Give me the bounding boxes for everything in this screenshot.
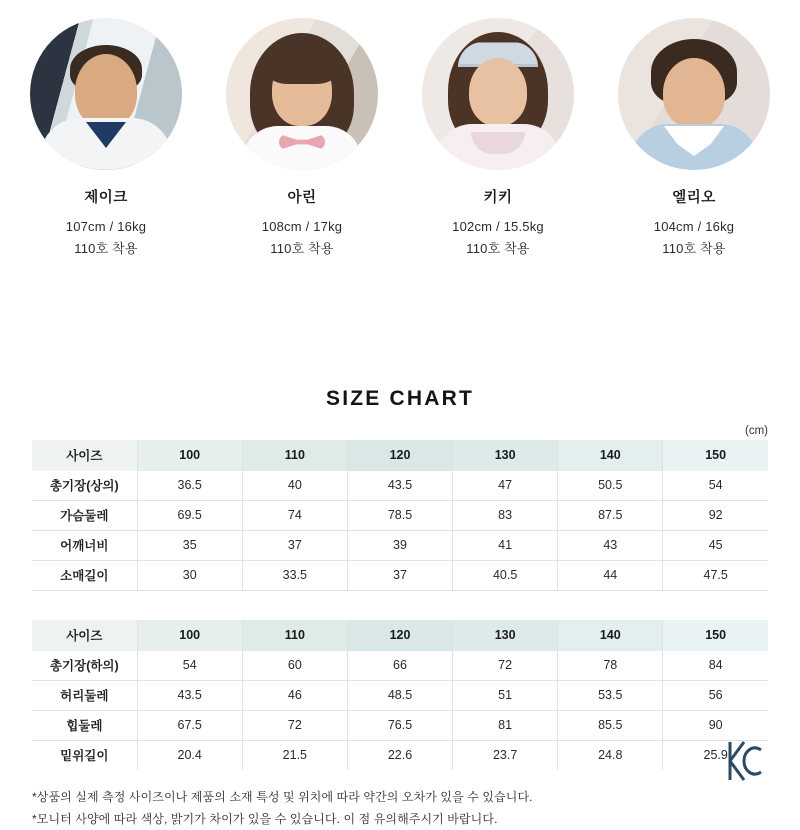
table-cell: 40.5	[453, 560, 558, 590]
unit-label: (cm)	[745, 424, 768, 437]
photo-background	[30, 18, 182, 170]
table-cell: 81	[453, 710, 558, 740]
header-cell-size: 100	[137, 440, 242, 471]
model-name: 아린	[287, 190, 317, 206]
model-photo-kiki	[422, 18, 574, 170]
table-cell: 37	[242, 530, 347, 560]
table-cell: 67.5	[137, 710, 242, 740]
table-cell: 47.5	[663, 560, 768, 590]
size-chart-tables	[0, 440, 800, 770]
table-cell: 85.5	[558, 710, 663, 740]
table-cell: 51	[453, 680, 558, 710]
table-cell: 90	[663, 710, 768, 740]
header-cell-size: 150	[663, 620, 768, 651]
photo-background	[422, 18, 574, 170]
header-cell-size: 130	[453, 620, 558, 651]
table-cell: 54	[663, 471, 768, 501]
row-label: 총기장(하의)	[32, 651, 137, 681]
table-cell: 44	[558, 560, 663, 590]
header-cell-size: 120	[347, 440, 452, 471]
row-label: 힙둘레	[32, 710, 137, 740]
model-size-worn: 110호 착용	[466, 241, 530, 257]
table-row	[32, 530, 768, 560]
model-card	[403, 18, 593, 261]
table-cell: 69.5	[137, 500, 242, 530]
spacer-cell	[32, 590, 768, 620]
header-cell-label: 사이즈	[32, 440, 137, 471]
header-cell-size: 110	[242, 440, 347, 471]
table-cell: 53.5	[558, 680, 663, 710]
kc-certification-icon	[724, 738, 764, 784]
table-cell: 21.5	[242, 740, 347, 770]
table-cell: 20.4	[137, 740, 242, 770]
table-cell: 47	[453, 471, 558, 501]
table-row	[32, 560, 768, 590]
table-row	[32, 680, 768, 710]
face-shape	[663, 58, 725, 128]
table-cell: 33.5	[242, 560, 347, 590]
row-label: 총기장(상의)	[32, 471, 137, 501]
table-cell: 46	[242, 680, 347, 710]
model-photo-arin	[226, 18, 378, 170]
footnote-color: *모니터 사양에 따라 색상, 밝기가 차이가 있을 수 있습니다. 이 점 유의해주시기 바랍니다.	[32, 811, 498, 826]
table-cell: 66	[347, 651, 452, 681]
row-label: 가슴둘레	[32, 500, 137, 530]
table-row	[32, 710, 768, 740]
table-header-row	[32, 440, 768, 471]
model-measurement: 104cm / 16kg	[653, 219, 735, 234]
table-cell: 37	[347, 560, 452, 590]
row-label: 어깨너비	[32, 530, 137, 560]
table-cell: 54	[137, 651, 242, 681]
model-measurement: 108cm / 17kg	[261, 219, 343, 234]
model-name: 제이크	[84, 190, 128, 206]
table-cell: 22.6	[347, 740, 452, 770]
model-measurement: 107cm / 16kg	[65, 219, 147, 234]
header-cell-size: 130	[453, 440, 558, 471]
model-size-worn: 110호 착용	[662, 241, 726, 257]
header-cell-size: 100	[137, 620, 242, 651]
table-cell: 39	[347, 530, 452, 560]
table-cell: 72	[242, 710, 347, 740]
row-label: 밑위길이	[32, 740, 137, 770]
photo-background	[618, 18, 770, 170]
model-gallery	[0, 0, 800, 261]
table-row	[32, 500, 768, 530]
table-cell: 50.5	[558, 471, 663, 501]
model-photo-elio	[618, 18, 770, 170]
table-cell: 60	[242, 651, 347, 681]
table-cell: 83	[453, 500, 558, 530]
table-cell: 23.7	[453, 740, 558, 770]
header-cell-size: 140	[558, 620, 663, 651]
shirt-shape	[242, 126, 362, 170]
fringe-shape	[268, 50, 336, 84]
row-label: 허리둘레	[32, 680, 137, 710]
table-cell: 41	[453, 530, 558, 560]
table-cell: 87.5	[558, 500, 663, 530]
table-cell: 43.5	[137, 680, 242, 710]
table-cell: 78	[558, 651, 663, 681]
table-cell: 74	[242, 500, 347, 530]
header-cell-size: 140	[558, 440, 663, 471]
model-measurement: 102cm / 15.5kg	[452, 219, 544, 234]
table-cell: 72	[453, 651, 558, 681]
table-cell: 25.9	[703, 748, 728, 763]
model-photo-jake	[30, 18, 182, 170]
model-name: 키키	[483, 190, 513, 206]
table-cell: 43	[558, 530, 663, 560]
table-cell: 40	[242, 471, 347, 501]
photo-background	[226, 18, 378, 170]
table-cell: 24.8	[558, 740, 663, 770]
header-cell-size: 110	[242, 620, 347, 651]
table-cell: 56	[663, 680, 768, 710]
size-table-top	[32, 440, 768, 770]
footnote-measurement: *상품의 실제 측정 사이즈이나 제품의 소재 특성 및 위치에 따라 약간의 오차가 있을 수 있습니다.	[32, 789, 533, 804]
table-cell: 35	[137, 530, 242, 560]
model-name: 엘리오	[672, 190, 716, 206]
table-cell: 30	[137, 560, 242, 590]
model-card	[11, 18, 201, 261]
table-row	[32, 471, 768, 501]
size-chart-title: SIZE CHART	[326, 386, 474, 410]
face-shape	[469, 58, 527, 126]
model-card	[207, 18, 397, 261]
model-size-worn: 110호 착용	[74, 241, 138, 257]
header-cell-label: 사이즈	[32, 620, 137, 651]
table-cell: 43.5	[347, 471, 452, 501]
table-header-row	[32, 620, 768, 651]
table-cell: 76.5	[347, 710, 452, 740]
table-cell: 92	[663, 500, 768, 530]
model-size-worn: 110호 착용	[270, 241, 334, 257]
table-cell: 84	[663, 651, 768, 681]
table-cell: 78.5	[347, 500, 452, 530]
table-cell: 45	[663, 530, 768, 560]
model-card	[599, 18, 789, 261]
table-row	[32, 651, 768, 681]
table-cell: 48.5	[347, 680, 452, 710]
table-cell: 36.5	[137, 471, 242, 501]
header-cell-size: 120	[347, 620, 452, 651]
header-cell-size: 150	[663, 440, 768, 471]
table-row	[32, 740, 768, 770]
table-spacer	[32, 590, 768, 620]
row-label: 소매길이	[32, 560, 137, 590]
